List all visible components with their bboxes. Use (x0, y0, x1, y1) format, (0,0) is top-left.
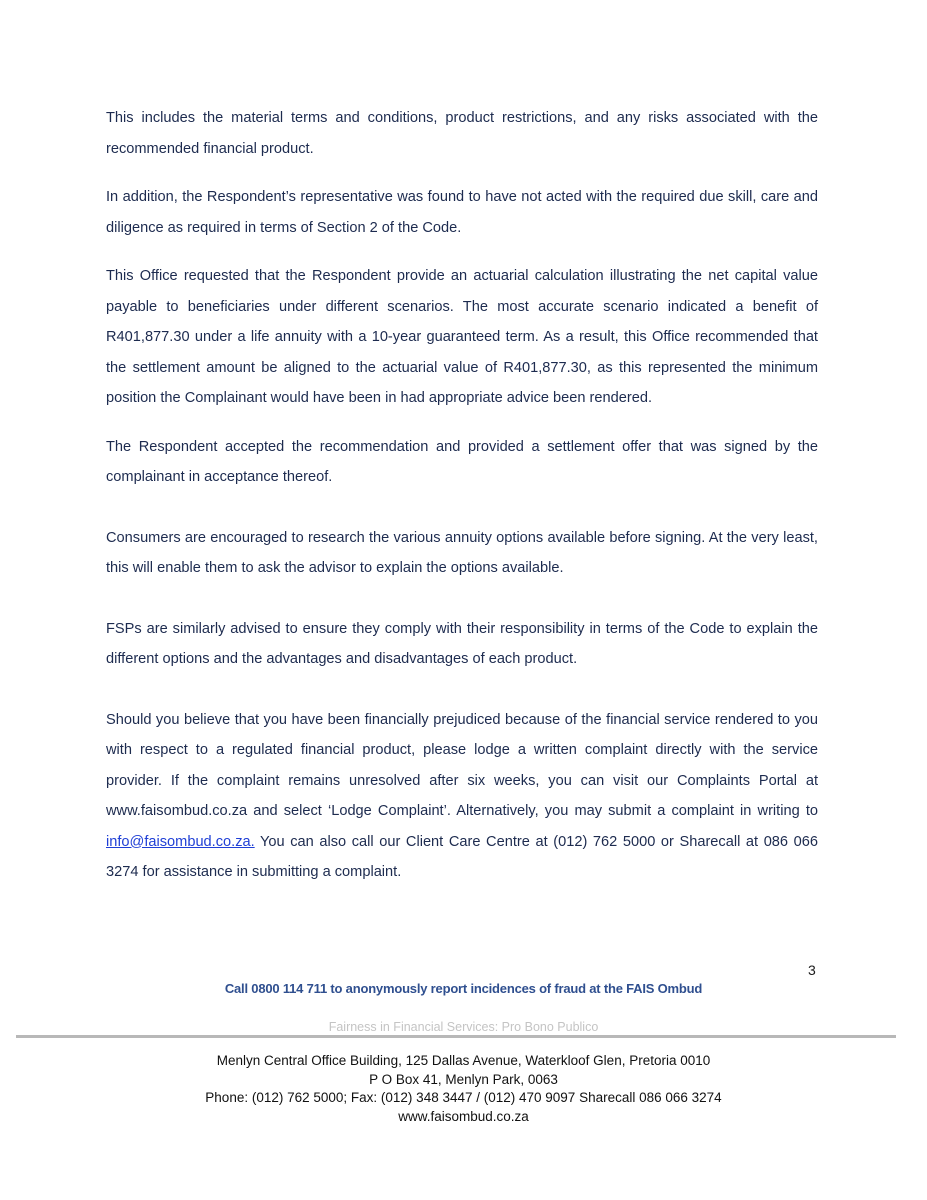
paragraph-consumer-advice: Consumers are encouraged to research the various annuity options available before signing. At the very least, this will enable them to ask the advisor to explain the options available. (106, 529, 818, 576)
paragraph-settlement-accepted: The Respondent accepted the recommendation and provided a settlement offer that was signed by the complainant in acceptance thereof. (106, 438, 818, 485)
complaint-text-end: You can also call our Client Care Centre at (012) 762 5000 or Sharecall at 086 066 3274 for assistance in submitting a complaint. (106, 833, 818, 880)
paragraph-material-terms: This includes the material terms and conditions, product restrictions, and any risks associated with the recommended financial product. (106, 110, 818, 157)
footer-website: www.faisombud.co.za (398, 1108, 529, 1124)
page-number: 3 (808, 962, 816, 978)
email-link[interactable]: info@faisombud.co.za. (106, 833, 255, 850)
paragraph-complaint-process (106, 705, 818, 888)
footer-postal-line: P O Box 41, Menlyn Park, 0063 (369, 1071, 558, 1087)
footer-divider (16, 1035, 896, 1038)
document-body (106, 103, 818, 888)
paragraph-due-skill: In addition, the Respondent’s representative was found to have not acted with the required due skill, care and diligence as required in terms of Section 2 of the Code. (106, 189, 818, 236)
footer-address-line: Menlyn Central Office Building, 125 Dallas Avenue, Waterkloof Glen, Pretoria 0010 (216, 1053, 711, 1068)
footer-contact-line: Phone: (012) 762 5000; Fax: (012) 348 3447 / (012) 470 9097 Sharecall 086 066 3274 (205, 1090, 722, 1105)
fraud-hotline-notice: Call 0800 114 711 to anonymously report incidences of fraud at the FAIS Ombud (224, 981, 703, 996)
paragraph-fsp-advice: FSPs are similarly advised to ensure they comply with their responsibility in terms of the Code to explain the different options and the advantages and disadvantages of each product. (106, 620, 818, 667)
paragraph-actuarial-calculation: This Office requested that the Respondent provide an actuarial calculation illustrating the net capital value payable to beneficiaries under different scenarios. The most accurate scenario indicated a benefit of R401,877.30 under a life annuity with a 10-year guaranteed term. As a result, this Office recommended that the settlement amount be aligned to the actuarial value of R401,877.30, as this represented the minimum position the Complainant would have been in had appropriate advice been rendered. (106, 268, 818, 406)
footer-motto: Fairness in Financial Services: Pro Bono Publico (328, 1020, 599, 1034)
complaint-text-start: Should you believe that you have been financially prejudiced because of the financial service rendered to you with respect to a regulated financial product, please lodge a written complaint directly with the service provider. If the complaint remains unresolved after six weeks, you can visit our Complaints Portal at www.faisombud.co.za and select ‘Lodge Complaint’. Alternatively, you may submit a complaint in writing to (106, 711, 818, 819)
footer-address-block (0, 1052, 927, 1126)
